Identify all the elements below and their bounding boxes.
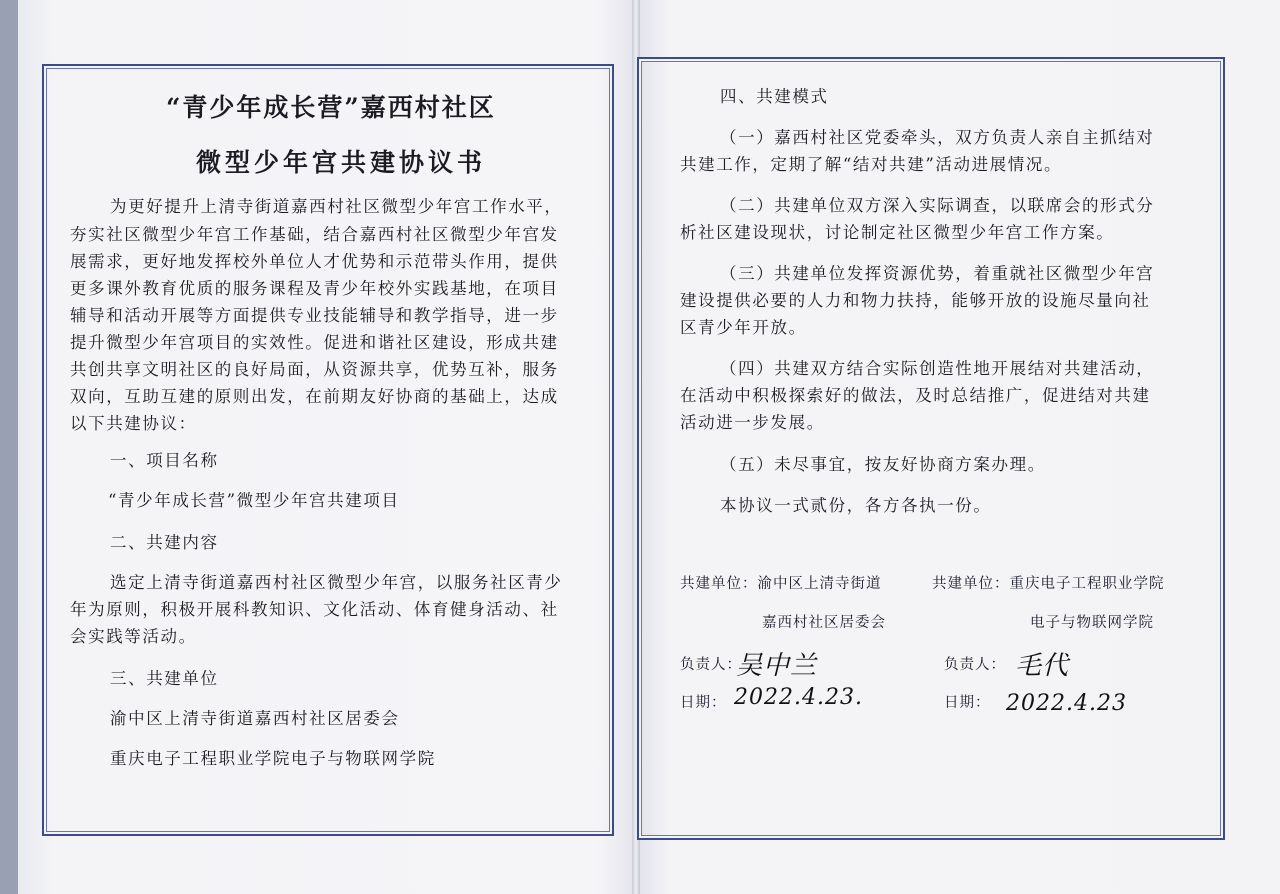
intro-line: 展需求，更好地发挥校外单位人才优势和示范带头作用，提供 [70,252,559,271]
intro-line: 辅导和活动开展等方面提供专业技能辅导和教学指导，进一步 [70,306,559,325]
right-person-signature: 毛代 [1015,651,1070,681]
mode-item-line: （一）嘉西村社区党委牵头，双方负责人亲自主抓结对 [720,128,1155,147]
section2-line: 选定上清寺街道嘉西村社区微型少年宫，以服务社区青少 [110,573,563,592]
section4-heading: 四、共建模式 [720,87,829,106]
left-date-label: 日期： [680,695,727,711]
left-unit-sub: 嘉西村社区居委会 [762,615,886,631]
left-person-label: 负责人： [680,657,742,673]
mode-item-line: 区青少年开放。 [680,318,807,337]
right-person-label: 负责人： [944,657,1006,673]
intro-line: 夯实社区微型少年宫工作基础，结合嘉西村社区微型少年宫发 [70,225,559,244]
mode-item-line: 在活动中积极探索好的做法，及时总结推广，促进结对共建 [680,386,1151,405]
mode-item-line: （五）未尽事宜，按友好协商方案办理。 [720,455,1046,474]
section3-unit2: 重庆电子工程职业学院电子与物联网学院 [110,749,436,768]
mode-item-line: 活动进一步发展。 [680,413,825,432]
right-date-label: 日期： [944,695,991,711]
mode-item-line: （三）共建单位发挥资源优势，着重就社区微型少年宫 [720,264,1155,283]
mode-item-line: 建设提供必要的人力和物力扶持，能够开放的设施尽量向社 [680,291,1151,310]
document-title-line2: 微型少年宫共建协议书 [196,148,487,177]
mode-item-line: （二）共建单位双方深入实际调查，以联席会的形式分 [720,196,1155,215]
section2-line: 年为原则，积极开展科教知识、文化活动、体育健身活动、社 [70,600,559,619]
right-date-value: 2022.4.23 [1006,691,1127,716]
intro-line: 共创共享文明社区的良好局面，从资源共享，优势互补，服务 [70,360,559,379]
intro-line: 双向，互助互建的原则出发，在前期友好协商的基础上，达成 [70,387,559,406]
section2-line: 会实践等活动。 [70,627,197,646]
intro-line: 更多课外教育优质的服务课程及青少年校外实践基地，在项目 [70,279,559,298]
section3-unit1: 渝中区上清寺街道嘉西村社区居委会 [110,709,400,728]
intro-line: 为更好提升上清寺街道嘉西村社区微型少年宫工作水平， [110,197,563,216]
section1-heading: 一、项目名称 [110,451,219,470]
left-unit-label: 共建单位：渝中区上清寺街道 [680,576,882,592]
mode-item-line: 共建工作，定期了解“结对共建”活动进展情况。 [680,155,1063,174]
mode-item-line: 析社区建设现状，讨论制定社区微型少年宫工作方案。 [680,223,1115,242]
intro-line: 以下共建协议： [70,414,197,433]
left-person-signature: 吴中兰 [736,651,818,681]
mode-item-line: （四）共建双方结合实际创造性地开展结对共建活动， [720,359,1155,378]
section1-text: “青少年成长营”微型少年宫共建项目 [108,491,400,510]
right-unit-sub: 电子与物联网学院 [1030,615,1154,631]
right-unit-label: 共建单位：重庆电子工程职业学院 [932,576,1165,592]
document-title-line1: “青少年成长营”嘉西村社区 [166,93,496,122]
section2-heading: 二、共建内容 [110,533,219,552]
intro-line: 提升微型少年宫项目的实效性。促进和谐社区建设，形成共建 [70,333,559,352]
left-date-value: 2022.4.23. [734,685,863,710]
closing-statement: 本协议一式贰份，各方各执一份。 [720,496,992,515]
section3-heading: 三、共建单位 [110,669,219,688]
